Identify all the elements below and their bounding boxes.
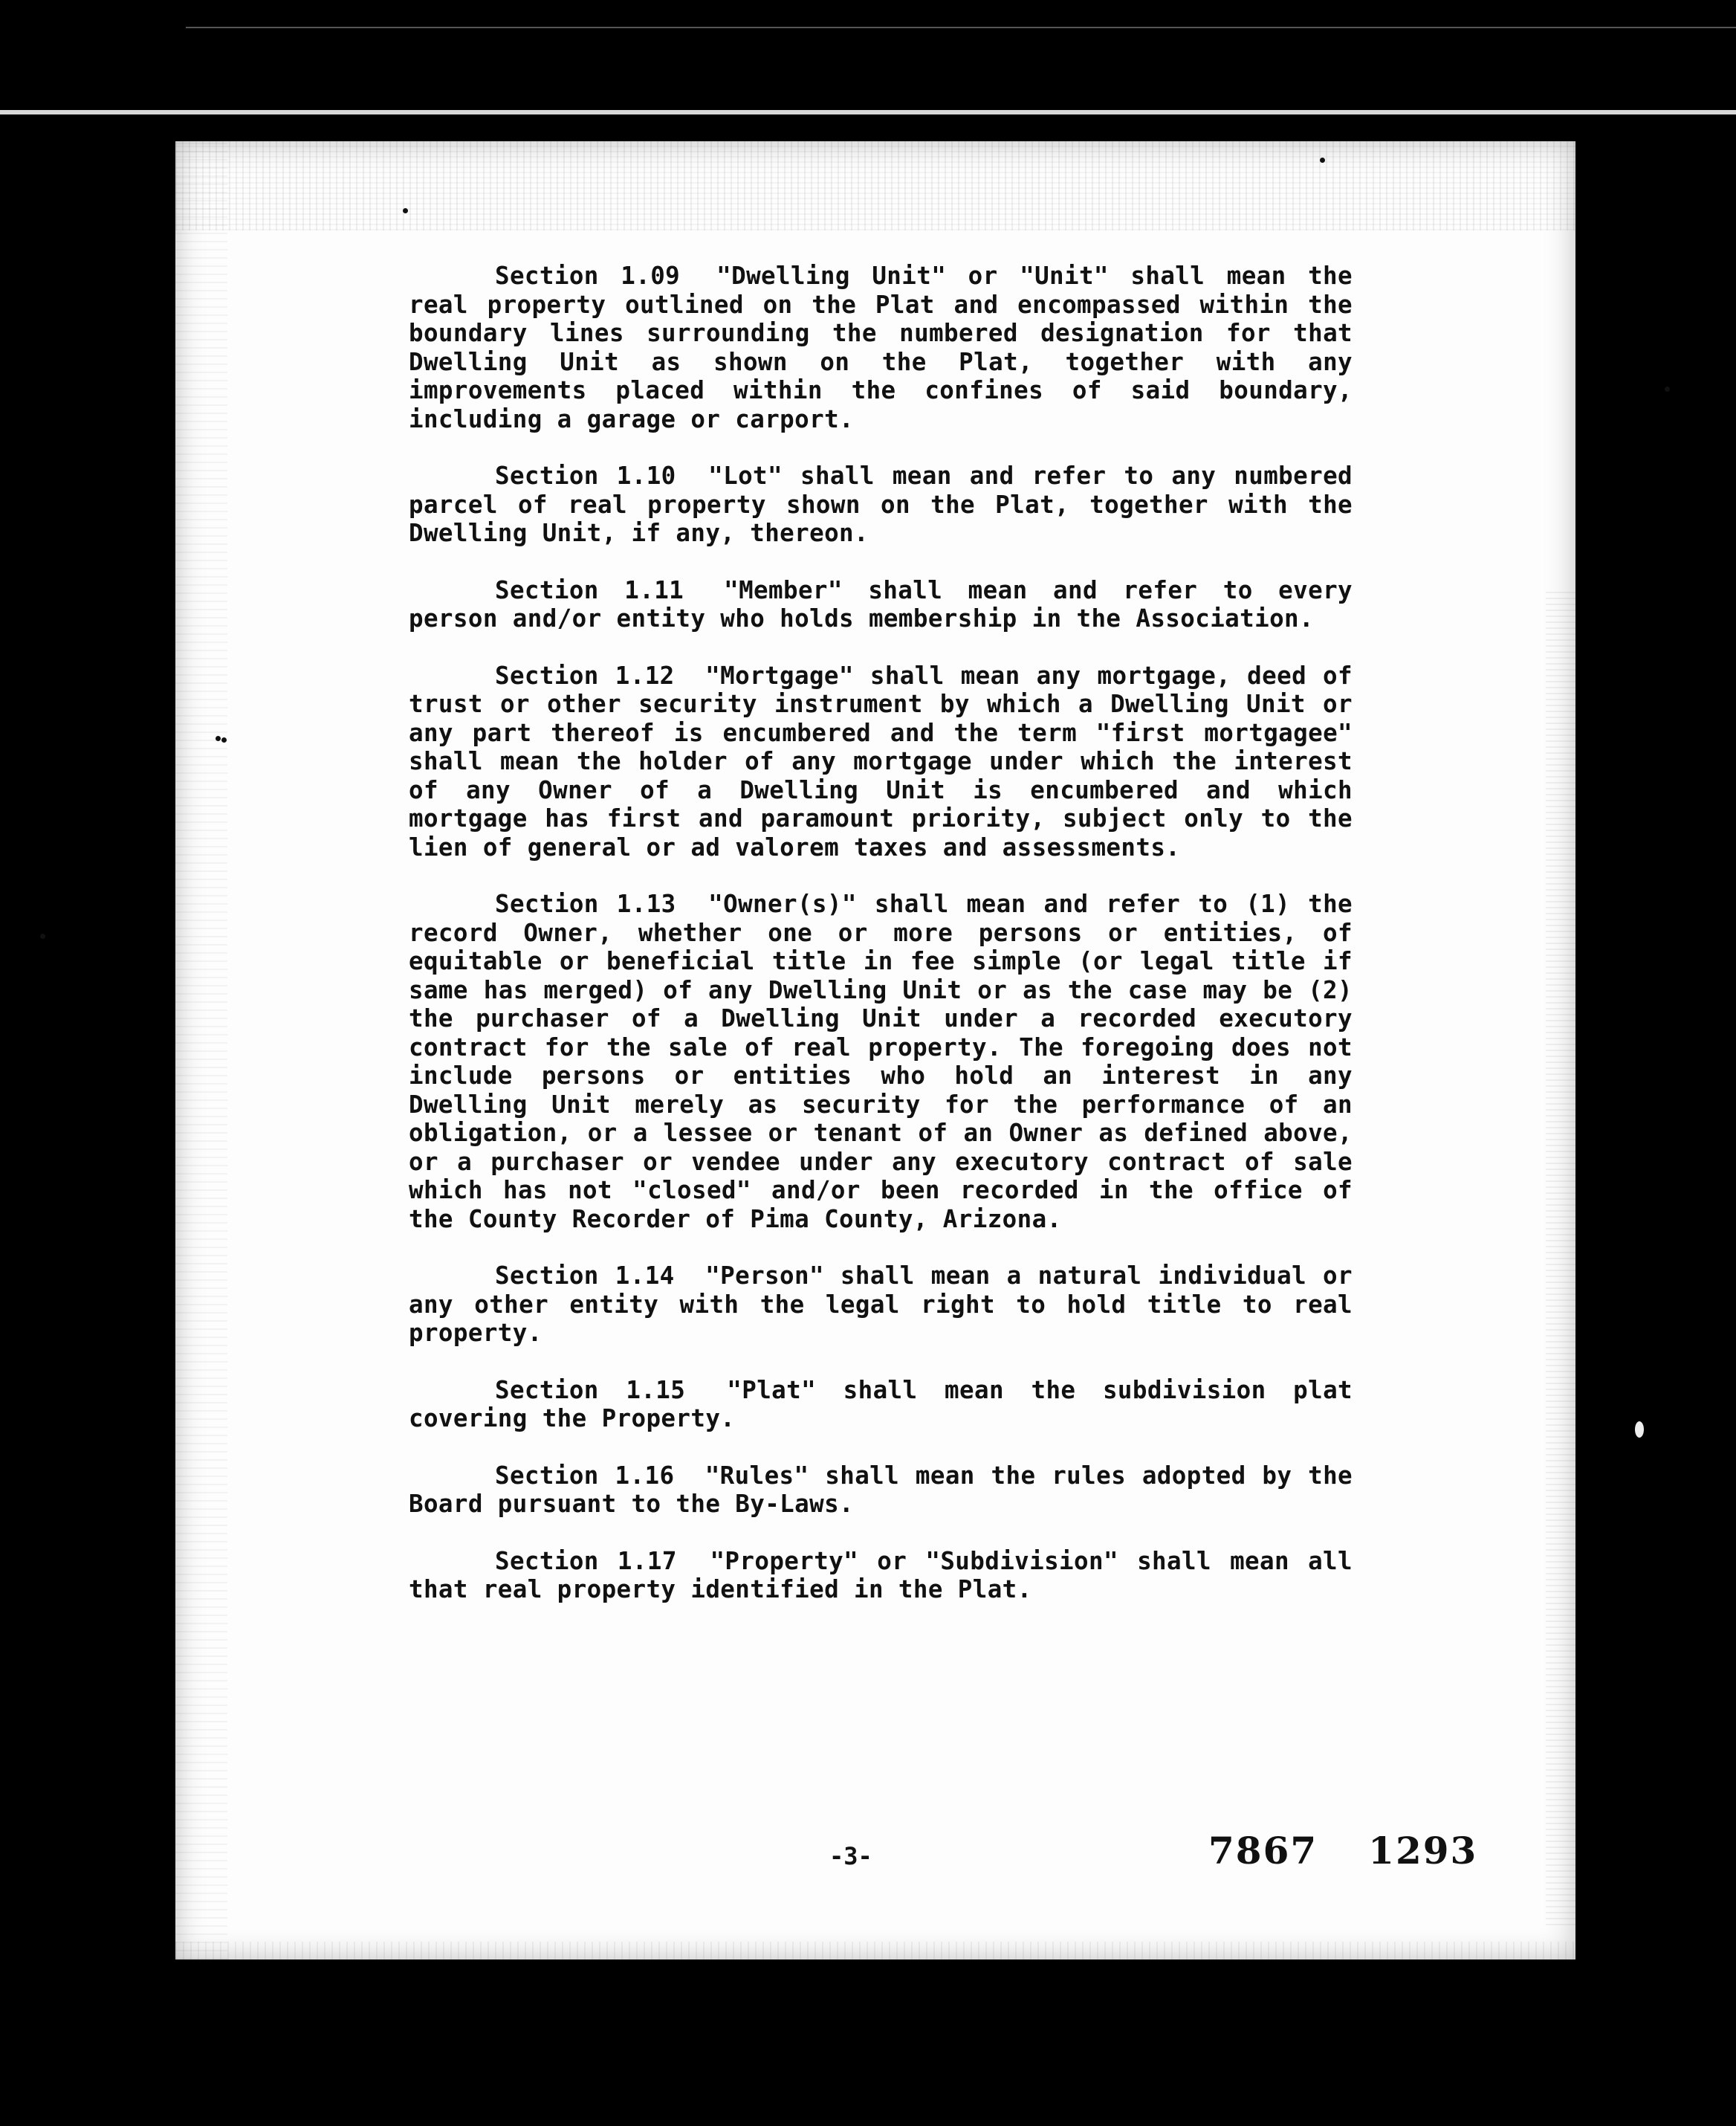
scan-speck <box>1320 158 1325 163</box>
recording-book: 7867 <box>1208 1829 1318 1873</box>
section-1-17 <box>409 1547 1353 1604</box>
section-text: "Rules" shall mean the rules adopted by the Board pursuant to the By-Laws. <box>409 1461 1353 1518</box>
section-text: "Member" shall mean and refer to every person and/or entity who holds membership in the Association. <box>409 575 1353 633</box>
scan-speck <box>1635 1421 1644 1438</box>
section-label: Section 1.10 <box>495 462 676 490</box>
scan-speck <box>1665 387 1670 392</box>
section-label: Section 1.16 <box>495 1461 675 1490</box>
scan-speck <box>403 208 408 213</box>
scan-noise-top <box>175 141 1575 230</box>
section-label: Section 1.14 <box>495 1261 675 1290</box>
scan-noise-right <box>1546 587 1575 1925</box>
document-body <box>409 262 1353 1632</box>
section-label: Section 1.17 <box>495 1546 677 1575</box>
section-text: "Dwelling Unit" or "Unit" shall mean the real property outlined on the Plat and encompassed within the boundary lines surrounding the numbered designation for that Dwelling Unit as shown on the Plat, together with any improvements placed within the confines of said boundary, including a garage or carport. <box>409 262 1353 433</box>
recording-stamp <box>1208 1829 1477 1873</box>
scan-noise-left <box>175 141 227 1959</box>
scan-noise-bottom <box>175 1942 1575 1959</box>
section-label: Section 1.13 <box>495 890 676 918</box>
section-1-14 <box>409 1261 1353 1348</box>
section-label: Section 1.15 <box>495 1375 686 1404</box>
document-page <box>175 141 1575 1959</box>
page-number: -3- <box>829 1842 872 1870</box>
section-text: "Property" or "Subdivision" shall mean all that real property identified in the Plat. <box>409 1546 1353 1603</box>
section-text: "Mortgage" shall mean any mortgage, deed of trust or other security instrument by which a Dwelling Unit or any part thereof is encumbered and the term "first mortgagee" shall mean the holder of any mortgage under which the interest of any Owner of a Dwelling Unit is encumbered and which mortgage has first and paramount priority, subject only to the lien of general or ad valorem taxes and assessments. <box>409 661 1353 862</box>
section-1-15 <box>409 1376 1353 1433</box>
section-1-12 <box>409 662 1353 862</box>
section-text: "Plat" shall mean the subdivision plat covering the Property. <box>409 1375 1353 1432</box>
scan-top-rule <box>0 110 1736 114</box>
scan-speck <box>40 934 45 939</box>
section-1-11 <box>409 576 1353 633</box>
section-text: "Person" shall mean a natural individual or any other entity with the legal right to hold title to real property. <box>409 1261 1353 1347</box>
section-1-13 <box>409 890 1353 1233</box>
section-label: Section 1.12 <box>495 661 675 690</box>
recording-page: 1293 <box>1368 1829 1478 1873</box>
section-text: "Lot" shall mean and refer to any numbered parcel of real property shown on the Plat, together with the Dwelling Unit, if any, thereon. <box>409 462 1353 547</box>
scan-edge-line <box>186 27 1736 28</box>
scan-speck <box>221 737 227 743</box>
section-1-09 <box>409 262 1353 433</box>
section-label: Section 1.11 <box>495 575 684 604</box>
section-1-16 <box>409 1461 1353 1519</box>
section-text: "Owner(s)" shall mean and refer to (1) the record Owner, whether one or more persons or entities, of equitable or beneficial title in fee simple (or legal title if same has merged) of any Dwelling Unit or as the case may be (2) the purchaser of a Dwelling Unit under a recorded executory contract for the sale of real property. The foregoing does not include persons or entities who hold an interest in any Dwelling Unit merely as security for the performance of an obligation, or a lessee or tenant of an Owner as defined above, or a purchaser or vendee under any executory contract of sale which has not "closed" and/or been recorded in the office of the County Recorder of Pima County, Arizona. <box>409 890 1353 1233</box>
section-1-10 <box>409 462 1353 548</box>
section-label: Section 1.09 <box>495 262 681 290</box>
scan-speck <box>216 736 221 741</box>
